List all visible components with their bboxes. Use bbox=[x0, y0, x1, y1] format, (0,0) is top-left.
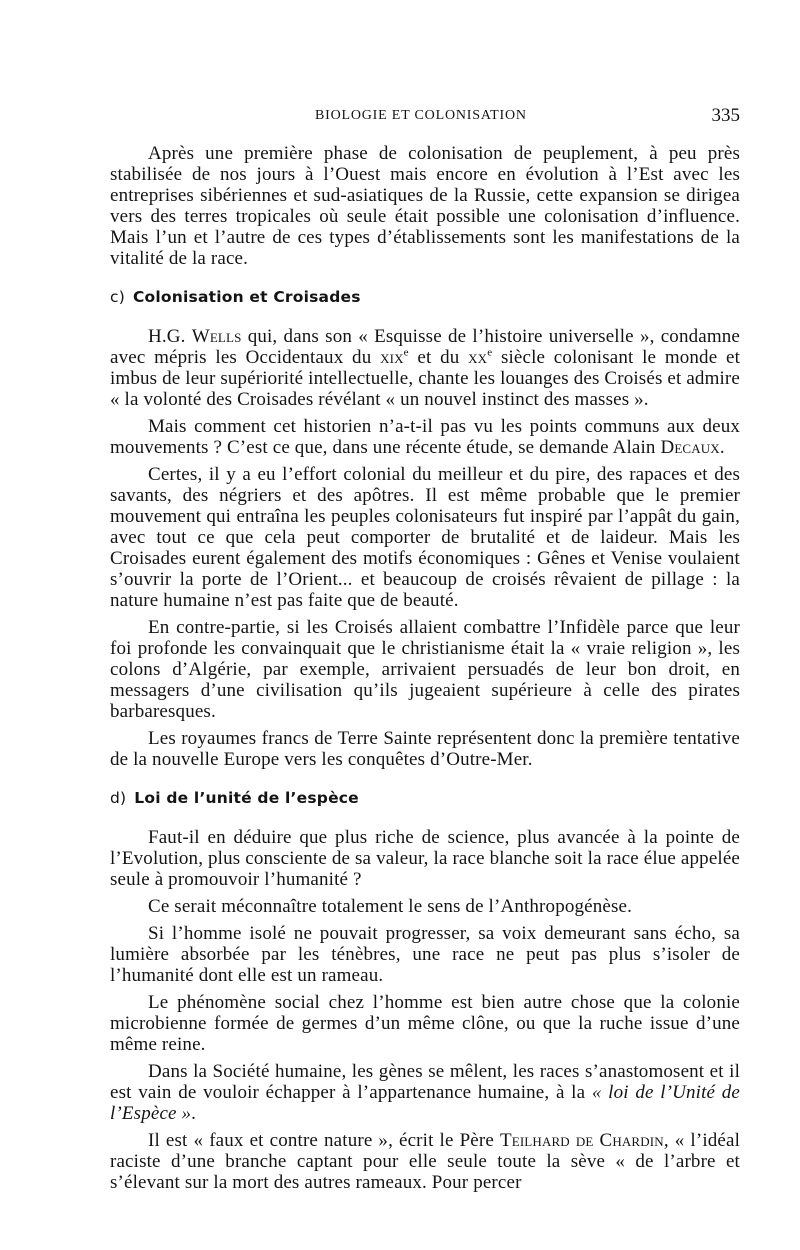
paragraph: Le phénomène social chez l’homme est bien autre chose que la colonie microbienne formée de germes d’un même clône, ou que la ruche issue d’une même reine. bbox=[110, 992, 740, 1055]
emphasized-quote: « loi de l’Unité de l’Espèce » bbox=[110, 1082, 740, 1124]
text-run: Mais comment cet historien n’a-t-il pas vu les points communs aux deux mouvements ? C’est ce que, dans une récente étude, se demande Alain bbox=[110, 416, 740, 458]
section-title: Loi de l’unité de l’espèce bbox=[134, 789, 359, 807]
page-number: 335 bbox=[711, 105, 740, 126]
superscript: e bbox=[487, 346, 493, 359]
text-run: Dans la Société humaine, les gènes se mêlent, les races s’anastomosent et il est vain de vouloir échapper à l’appartenance humaine, à la bbox=[110, 1061, 740, 1103]
text-run: H.G. bbox=[148, 326, 192, 347]
section-letter: c) bbox=[110, 288, 125, 306]
author-name: Teilhard de Chardin bbox=[499, 1130, 664, 1151]
paragraph: En contre-partie, si les Croisés allaient combattre l’Infidèle parce que leur foi profonde les convainquait que le christianisme était la « vraie religion », les colons d’Algérie, par exemple, arrivaient persuadés de leur bon droit, en messagers d’une civilisation qu’ils jugeaient supérieure à celle des pirates barbaresques. bbox=[110, 617, 740, 722]
section-title: Colonisation et Croisades bbox=[132, 288, 361, 306]
paragraph: Les royaumes francs de Terre Sainte représentent donc la première tentative de la nouvelle Europe vers les conquêtes d’Outre-Mer. bbox=[110, 728, 740, 770]
text-run: et du bbox=[408, 347, 469, 368]
paragraph: Après une première phase de colonisation de peuplement, à peu près stabilisée de nos jours à l’Ouest mais encore en évolution à l’Est avec les entreprises sibériennes et sud-asiatiques de la Russie, cette expansion se dirigea vers des terres tropicales où seule était possible une colonisation d’influence. Mais l’un et l’autre de ces types d’établissements sont les manifestations de la vitalité de la race. bbox=[110, 143, 740, 269]
text-run: Il est « faux et contre nature », écrit le Père bbox=[148, 1130, 500, 1151]
author-name: Decaux bbox=[660, 437, 720, 458]
paragraph: Ce serait méconnaître totalement le sens de l’Anthropogénèse. bbox=[148, 896, 632, 917]
paragraph: Si l’homme isolé ne pouvait progresser, sa voix demeurant sans écho, sa lumière absorbée par les ténèbres, une race ne peut pas plus s’isoler de l’humanité dont elle est un rameau. bbox=[110, 923, 740, 986]
body-text bbox=[110, 143, 740, 1199]
paragraph bbox=[110, 1061, 740, 1124]
text-run: . bbox=[719, 437, 725, 458]
text-run: , « l’idéal raciste d’une branche captant pour elle seule toute la sève « de l’arbre et s’élevant sur la mort des autres rameaux. Pour percer bbox=[110, 1130, 741, 1193]
text-run: siècle colonisant le monde et imbus de leur supériorité intellectuelle, chante les louanges des Croisés et admire « la volonté des Croisades révélant « un nouvel instinct des masses ». bbox=[110, 347, 741, 410]
paragraph bbox=[110, 326, 740, 410]
paragraph: Certes, il y a eu l’effort colonial du meilleur et du pire, des rapaces et des savants, des négriers et des apôtres. Il est même probable que le premier mouvement qui entraîna les peuples colonisateurs fut inspiré par l’appât du gain, avec tout ce que cela peut comporter de brutalité et de laideur. Mais les Croisades eurent également des motifs économiques : Gênes et Venise voulaient s’ouvrir la porte de l’Orient... et beaucoup de croisés rêvaient de pillage : la nature humaine n’est pas faite que de beauté. bbox=[110, 464, 740, 611]
paragraph bbox=[110, 1130, 740, 1193]
text-run: . bbox=[191, 1103, 197, 1124]
paragraph: Faut-il en déduire que plus riche de science, plus avancée à la pointe de l’Evolution, plus consciente de sa valeur, la race blanche soit la race élue appelée seule à promouvoir l’humanité ? bbox=[110, 827, 740, 890]
section-heading-d bbox=[110, 788, 740, 809]
page-header bbox=[110, 105, 740, 129]
text-run: qui, dans son « Esquisse de l’histoire universelle », condamne avec mépris les Occidentaux du bbox=[110, 326, 740, 368]
superscript: e bbox=[403, 346, 409, 359]
paragraph bbox=[110, 416, 740, 458]
century-numeral: xix bbox=[380, 347, 404, 368]
running-title: BIOLOGIE ET COLONISATION bbox=[315, 108, 527, 123]
section-letter: d) bbox=[110, 789, 127, 807]
section-heading-c bbox=[110, 287, 740, 308]
author-name: Wells bbox=[191, 326, 242, 347]
century-numeral: xx bbox=[468, 347, 488, 368]
